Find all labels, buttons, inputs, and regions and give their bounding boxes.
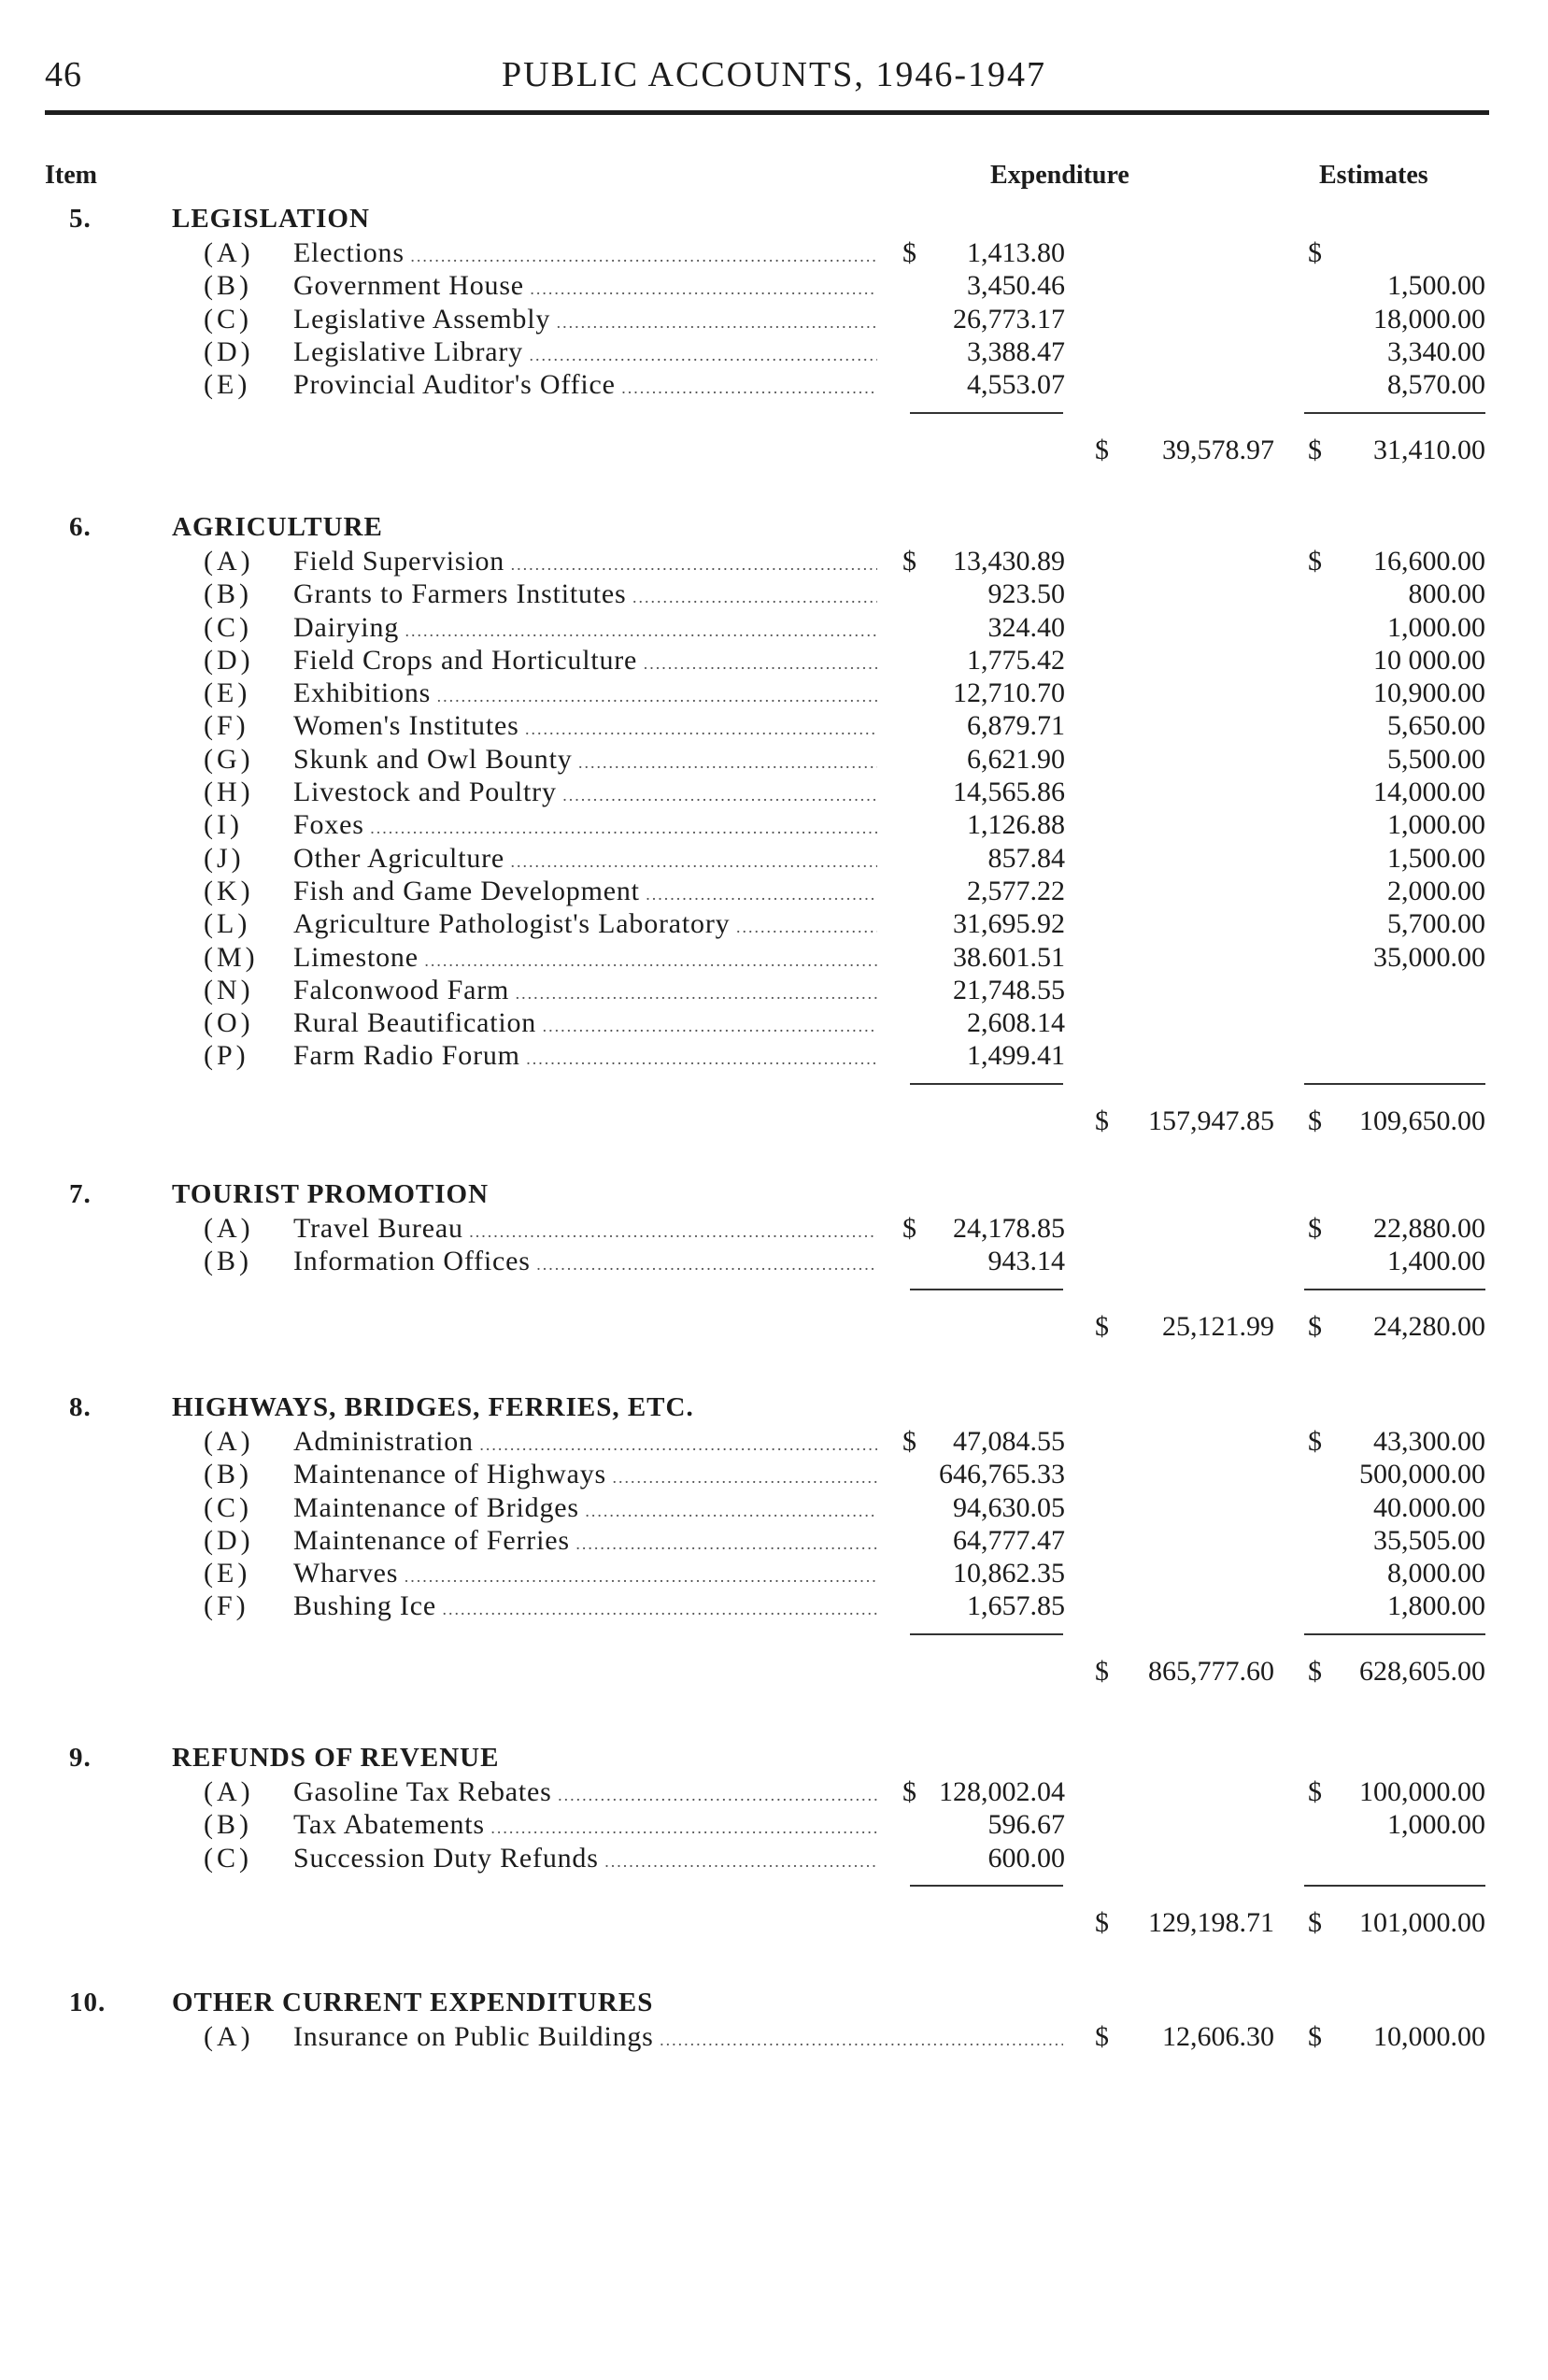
row-letter: (E) <box>204 1558 251 1589</box>
expenditure-value: 3,450.46 <box>967 270 1065 302</box>
row-letter: (L) <box>204 908 251 940</box>
table-row <box>0 1776 1548 1809</box>
expenditure-value: 26,773.17 <box>953 303 1065 335</box>
section-8 <box>0 1392 1548 1687</box>
table-row <box>0 270 1548 303</box>
expenditure-dollar: $ <box>902 1213 916 1244</box>
row-label: Legislative Library ..... <box>293 336 877 368</box>
row-letter: (B) <box>204 1246 252 1277</box>
total-expenditure-dollar: $ <box>1095 434 1109 465</box>
section-9 <box>0 1743 1548 1938</box>
expenditure-value: 4,553.07 <box>967 369 1065 401</box>
table-row <box>0 942 1548 975</box>
total-estimates: 31,410.00 <box>1373 434 1485 465</box>
table-row <box>0 975 1548 1007</box>
expenditure-value: 324.40 <box>987 611 1065 643</box>
estimates-value: 1,000.00 <box>1387 1809 1485 1841</box>
table-row <box>0 777 1548 809</box>
expenditure-value: 1,657.85 <box>967 1590 1065 1622</box>
table-row <box>0 1809 1548 1842</box>
row-letter: (F) <box>204 1590 249 1622</box>
section-title: HIGHWAYS, BRIDGES, FERRIES, ETC. <box>172 1392 694 1422</box>
row-label: Bushing Ice ..... <box>293 1590 877 1622</box>
row-letter: (P) <box>204 1040 249 1072</box>
expenditure-value: 2,608.14 <box>967 1007 1065 1039</box>
estimates-value: 800.00 <box>1408 578 1485 610</box>
total-estimates-dollar: $ <box>1308 2021 1322 2052</box>
section-title: AGRICULTURE <box>172 512 383 542</box>
expenditure-value: 47,084.55 <box>953 1426 1065 1457</box>
table-row <box>0 843 1548 876</box>
total-expenditure: 25,121.99 <box>1162 1310 1274 1342</box>
estimates-dollar: $ <box>1308 1776 1322 1807</box>
expenditure-value: 128,002.04 <box>939 1776 1065 1807</box>
expenditure-value: 21,748.55 <box>953 974 1065 1005</box>
row-label: Other Agriculture ..... <box>293 843 877 875</box>
table-row <box>0 710 1548 743</box>
page-title: PUBLIC ACCOUNTS, 1946-1947 <box>502 55 1046 94</box>
estimates-value: 2,000.00 <box>1387 875 1485 906</box>
total-expenditure: 12,606.30 <box>1162 2021 1274 2052</box>
expenditure-value: 94,630.05 <box>953 1491 1065 1523</box>
estimates-value: 1,400.00 <box>1387 1246 1485 1277</box>
row-label: Tax Abatements ..... <box>293 1809 877 1841</box>
header-rule <box>45 110 1489 115</box>
expenditure-value: 646,765.33 <box>939 1459 1065 1490</box>
section-heading <box>0 1988 1548 2021</box>
row-letter: (N) <box>204 974 254 1005</box>
row-letter: (A) <box>204 2021 254 2052</box>
section-total-row <box>0 1311 1548 1345</box>
row-letter: (C) <box>204 1842 252 1874</box>
row-label: Farm Radio Forum ..... <box>293 1040 877 1072</box>
row-label: Women's Institutes ..... <box>293 710 877 742</box>
row-label: Skunk and Owl Bounty ..... <box>293 744 877 776</box>
expenditure-value: 600.00 <box>987 1842 1065 1874</box>
table-row <box>0 1459 1548 1491</box>
row-label: Succession Duty Refunds ..... <box>293 1843 877 1874</box>
total-estimates: 10,000.00 <box>1373 2021 1485 2052</box>
estimates-value: 16,600.00 <box>1373 546 1485 577</box>
section-title: REFUNDS OF REVENUE <box>172 1743 500 1773</box>
estimates-value: 18,000.00 <box>1373 303 1485 335</box>
total-estimates: 628,605.00 <box>1359 1655 1485 1687</box>
expenditure-value: 6,879.71 <box>967 710 1065 742</box>
estimates-value: 500,000.00 <box>1359 1459 1485 1490</box>
row-label: Field Crops and Horticulture ..... <box>293 645 877 677</box>
section-10 <box>0 1988 1548 2054</box>
estimates-value: 43,300.00 <box>1373 1426 1485 1457</box>
estimates-value: 1,800.00 <box>1387 1590 1485 1622</box>
row-label: Provincial Auditor's Office ..... <box>293 369 877 401</box>
expenditure-value: 1,126.88 <box>967 809 1065 841</box>
table-row <box>0 645 1548 677</box>
row-letter: (C) <box>204 303 252 335</box>
row-letter: (A) <box>204 546 254 577</box>
row-letter: (A) <box>204 1776 254 1807</box>
row-letter: (E) <box>204 369 251 401</box>
expenditure-value: 64,777.47 <box>953 1524 1065 1556</box>
estimates-value: 5,700.00 <box>1387 908 1485 940</box>
table-row <box>0 578 1548 611</box>
table-row <box>0 677 1548 710</box>
row-label: Rural Beautification ..... <box>293 1007 877 1039</box>
estimates-value: 35,000.00 <box>1373 941 1485 973</box>
estimates-value: 8,570.00 <box>1387 369 1485 401</box>
estimates-value: 5,650.00 <box>1387 710 1485 742</box>
expenditure-value: 38.601.51 <box>953 941 1065 973</box>
subtotal-rule-estimates <box>1304 1633 1485 1635</box>
table-row <box>0 1426 1548 1459</box>
total-expenditure-dollar: $ <box>1095 1906 1109 1938</box>
total-expenditure: 865,777.60 <box>1148 1655 1274 1687</box>
total-expenditure-dollar: $ <box>1095 1655 1109 1687</box>
row-label: Grants to Farmers Institutes ..... <box>293 578 877 610</box>
subtotal-rule-expenditure <box>910 1885 1063 1887</box>
expenditure-value: 12,710.70 <box>953 677 1065 709</box>
section-title: TOURIST PROMOTION <box>172 1179 490 1209</box>
table-row <box>0 237 1548 270</box>
section-total-row <box>0 1656 1548 1689</box>
table-row <box>0 1246 1548 1278</box>
row-letter: (B) <box>204 1459 252 1490</box>
subtotal-rule-expenditure <box>910 412 1063 414</box>
section-total-row <box>0 1105 1548 1139</box>
total-estimates-dollar: $ <box>1308 1655 1322 1687</box>
subtotal-rule-expenditure <box>910 1633 1063 1635</box>
section-title: LEGISLATION <box>172 204 370 234</box>
row-label: Field Supervision ..... <box>293 546 877 577</box>
row-label: Wharves ..... <box>293 1558 877 1589</box>
section-number: 10. <box>69 1988 107 2017</box>
row-letter: (G) <box>204 743 254 775</box>
expenditure-value: 1,413.80 <box>967 237 1065 268</box>
row-letter: (C) <box>204 1491 252 1523</box>
section-5 <box>0 204 1548 465</box>
column-header-item: Item <box>45 161 97 190</box>
total-expenditure: 39,578.97 <box>1162 434 1274 465</box>
expenditure-value: 596.67 <box>987 1809 1065 1841</box>
row-letter: (A) <box>204 1213 254 1244</box>
estimates-value: 100,000.00 <box>1359 1776 1485 1807</box>
row-letter: (C) <box>204 611 252 643</box>
section-heading <box>0 1392 1548 1426</box>
row-letter: (O) <box>204 1007 254 1039</box>
subtotal-rule-expenditure <box>910 1289 1063 1290</box>
estimates-value: 14,000.00 <box>1373 777 1485 808</box>
estimates-value: 10,900.00 <box>1373 677 1485 709</box>
estimates-value: 40.000.00 <box>1373 1491 1485 1523</box>
row-letter: (M) <box>204 941 259 973</box>
section-heading <box>0 1743 1548 1776</box>
table-row <box>0 336 1548 369</box>
row-label: Foxes ..... <box>293 809 877 841</box>
subtotal-rule-estimates <box>1304 1289 1485 1290</box>
row-letter: (B) <box>204 270 252 302</box>
row-letter: (D) <box>204 644 254 676</box>
section-6 <box>0 512 1548 1136</box>
total-estimates: 101,000.00 <box>1359 1906 1485 1938</box>
row-letter: (K) <box>204 875 254 906</box>
row-label: Travel Bureau ..... <box>293 1213 877 1245</box>
total-expenditure: 129,198.71 <box>1148 1906 1274 1938</box>
row-letter: (H) <box>204 777 254 808</box>
subtotal-rule-expenditure <box>910 1083 1063 1085</box>
total-expenditure-dollar: $ <box>1095 1104 1109 1136</box>
row-label: Falconwood Farm ..... <box>293 975 877 1006</box>
column-header-estimates: Estimates <box>1319 161 1428 190</box>
row-label: Livestock and Poultry ..... <box>293 777 877 808</box>
row-letter: (B) <box>204 578 252 610</box>
table-row <box>0 1843 1548 1875</box>
expenditure-dollar: $ <box>902 1776 916 1807</box>
estimates-value: 22,880.00 <box>1373 1213 1485 1244</box>
total-estimates-dollar: $ <box>1308 1906 1322 1938</box>
table-row <box>0 1007 1548 1040</box>
expenditure-dollar: $ <box>902 546 916 577</box>
section-number: 7. <box>69 1179 92 1209</box>
section-heading <box>0 512 1548 546</box>
row-label: Administration ..... <box>293 1426 877 1458</box>
estimates-dollar: $ <box>1308 1213 1322 1244</box>
table-row <box>0 1558 1548 1590</box>
row-letter: (I) <box>204 809 243 841</box>
page-number: 46 <box>45 55 82 94</box>
expenditure-value: 24,178.85 <box>953 1213 1065 1244</box>
total-estimates: 24,280.00 <box>1373 1310 1485 1342</box>
table-row <box>0 876 1548 908</box>
subtotal-rule-estimates <box>1304 1885 1485 1887</box>
row-letter: (J) <box>204 842 245 874</box>
table-row <box>0 304 1548 336</box>
estimates-value: 3,340.00 <box>1387 335 1485 367</box>
column-headers <box>0 161 1548 198</box>
expenditure-value: 1,499.41 <box>967 1040 1065 1072</box>
expenditure-value: 13,430.89 <box>953 546 1065 577</box>
section-total-row <box>0 435 1548 468</box>
row-label: Legislative Assembly ..... <box>293 304 877 335</box>
expenditure-value: 3,388.47 <box>967 335 1065 367</box>
expenditure-value: 6,621.90 <box>967 743 1065 775</box>
row-label: Maintenance of Bridges ..... <box>293 1492 877 1524</box>
table-row <box>0 612 1548 645</box>
table-row <box>0 1590 1548 1623</box>
subtotal-rule-estimates <box>1304 412 1485 414</box>
estimates-value: 5,500.00 <box>1387 743 1485 775</box>
estimates-value: 35,505.00 <box>1373 1524 1485 1556</box>
row-label: Fish and Game Development ..... <box>293 876 877 907</box>
estimates-value: 8,000.00 <box>1387 1558 1485 1589</box>
total-estimates-dollar: $ <box>1308 434 1322 465</box>
expenditure-value: 2,577.22 <box>967 875 1065 906</box>
row-label: Insurance on Public Buildings ..... <box>293 2021 1063 2053</box>
total-expenditure-dollar: $ <box>1095 1310 1109 1342</box>
table-row <box>0 1040 1548 1073</box>
row-label: Agriculture Pathologist's Laboratory ..... <box>293 908 877 940</box>
estimates-value: 1,500.00 <box>1387 270 1485 302</box>
row-letter: (B) <box>204 1809 252 1841</box>
row-letter: (A) <box>204 1426 254 1457</box>
section-7 <box>0 1179 1548 1342</box>
row-letter: (A) <box>204 237 254 268</box>
expenditure-value: 31,695.92 <box>953 908 1065 940</box>
total-estimates: 109,650.00 <box>1359 1104 1485 1136</box>
estimates-value: 10 000.00 <box>1373 644 1485 676</box>
section-heading <box>0 1179 1548 1213</box>
row-letter: (F) <box>204 710 249 742</box>
expenditure-value: 1,775.42 <box>967 644 1065 676</box>
table-row <box>0 908 1548 941</box>
row-label: Maintenance of Highways ..... <box>293 1459 877 1490</box>
row-label: Maintenance of Ferries ..... <box>293 1525 877 1557</box>
table-row <box>0 546 1548 578</box>
subtotal-rule-estimates <box>1304 1083 1485 1085</box>
table-row <box>0 809 1548 842</box>
expenditure-value: 857.84 <box>987 842 1065 874</box>
row-label: Government House ..... <box>293 270 877 302</box>
section-number: 5. <box>69 204 92 234</box>
section-heading <box>0 204 1548 237</box>
expenditure-dollar: $ <box>902 237 916 268</box>
section-total-row <box>0 1907 1548 1941</box>
expenditure-value: 14,565.86 <box>953 777 1065 808</box>
table-row <box>0 1213 1548 1246</box>
total-estimates-dollar: $ <box>1308 1104 1322 1136</box>
row-label: Information Offices ..... <box>293 1246 877 1277</box>
table-row <box>0 369 1548 402</box>
row-label: Exhibitions ..... <box>293 677 877 709</box>
table-row <box>0 744 1548 777</box>
estimates-dollar: $ <box>1308 237 1322 268</box>
estimates-value: 1,500.00 <box>1387 842 1485 874</box>
section-number: 6. <box>69 512 92 542</box>
total-estimates-dollar: $ <box>1308 1310 1322 1342</box>
estimates-value: 1,000.00 <box>1387 611 1485 643</box>
section-title: OTHER CURRENT EXPENDITURES <box>172 1988 654 2017</box>
total-expenditure-dollar: $ <box>1095 2021 1109 2052</box>
section-number: 9. <box>69 1743 92 1773</box>
row-label: Elections ..... <box>293 237 877 269</box>
section-number: 8. <box>69 1392 92 1422</box>
expenditure-dollar: $ <box>902 1426 916 1457</box>
row-label: Dairying ..... <box>293 612 877 644</box>
expenditure-value: 10,862.35 <box>953 1558 1065 1589</box>
page-header <box>0 54 1548 110</box>
expenditure-value: 923.50 <box>987 578 1065 610</box>
row-letter: (E) <box>204 677 251 709</box>
expenditure-value: 943.14 <box>987 1246 1065 1277</box>
estimates-dollar: $ <box>1308 1426 1322 1457</box>
column-header-expenditure: Expenditure <box>990 161 1129 190</box>
row-label: Limestone ..... <box>293 942 877 974</box>
table-row <box>0 1525 1548 1558</box>
table-row <box>0 2021 1548 2054</box>
table-row <box>0 1492 1548 1525</box>
row-letter: (D) <box>204 1524 254 1556</box>
estimates-value: 1,000.00 <box>1387 809 1485 841</box>
row-label: Gasoline Tax Rebates ..... <box>293 1776 877 1808</box>
estimates-dollar: $ <box>1308 546 1322 577</box>
row-letter: (D) <box>204 335 254 367</box>
total-expenditure: 157,947.85 <box>1148 1104 1274 1136</box>
